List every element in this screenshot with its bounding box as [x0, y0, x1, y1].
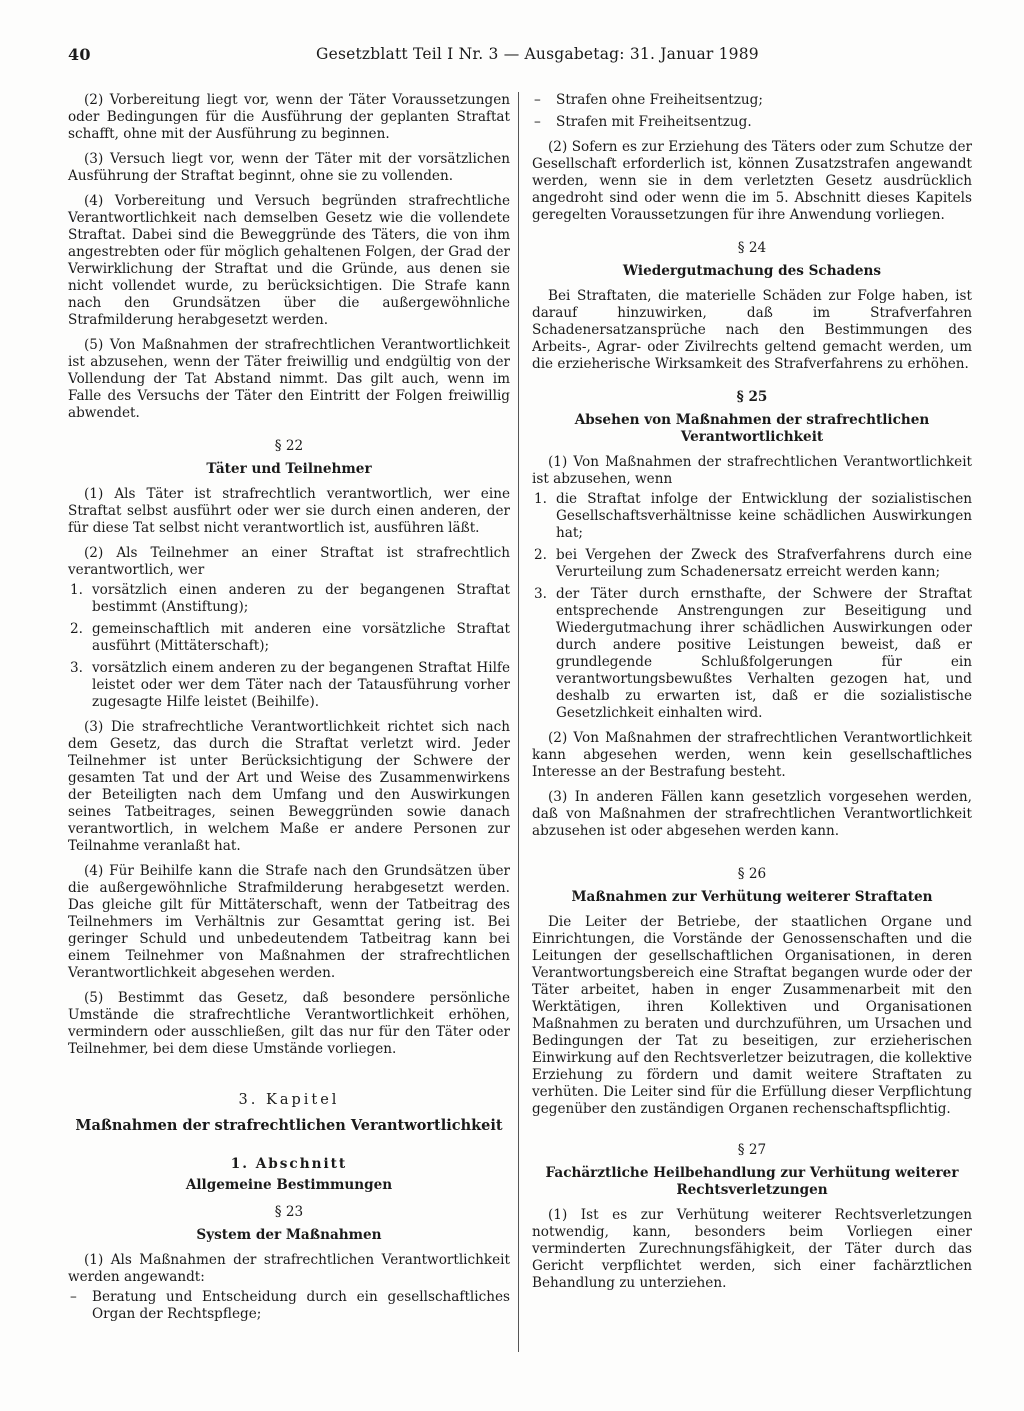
dash-list — [532, 92, 972, 131]
paragraph: (1) Ist es zur Verhütung weiterer Rechtsverletzungen notwendig, kann, besonders beim Vorliegen einer verminderten Zurechnungsfähigkeit, der Täter durch das Gericht verpflichtet werden, sich einer fachärztlichen Behandlung zu unterziehen. — [532, 1207, 972, 1291]
list-item-text: Strafen mit Freiheitsentzug. — [556, 114, 752, 130]
paragraph: (2) Als Teilnehmer an einer Straftat ist strafrechtlich verantwortlich, wer — [68, 545, 510, 578]
list-marker: 2. — [534, 547, 547, 563]
list-item — [532, 491, 972, 542]
paragraph: (1) Als Maßnahmen der strafrechtlichen Verantwortlichkeit werden angewandt: — [68, 1252, 510, 1285]
chapter-title: Maßnahmen der strafrechtlichen Verantwortlichkeit — [75, 1117, 503, 1134]
list-marker: 1. — [534, 491, 547, 507]
list-item-text: bei Vergehen der Zweck des Strafverfahrens durch eine Verurteilung zum Schadenersatz erreicht werden kann; — [556, 547, 972, 580]
section-title: Täter und Teilnehmer — [206, 461, 372, 477]
list-marker: 3. — [70, 660, 83, 676]
paragraph: (4) Vorbereitung und Versuch begründen strafrechtliche Verantwortlichkeit nach demselben Gesetz wie die vollendete Straftat. Dabei sind die Beweggründe des Täters, die von ihm angestrebten oder für möglich gehaltenen Folgen, der Grad der Verwirklichung der Straftat und die Gründe, aus denen sie nicht vollendet wurde, zu berücksichtigen. Die Strafe kann nach den Grundsätzen über die außergewöhnliche Strafmilderung herabgesetzt werden. — [68, 193, 510, 328]
list-marker: – — [70, 1289, 77, 1305]
paragraph: Die Leiter der Betriebe, der staatlichen Organe und Einrichtungen, die Vorstände der Genossenschaften und die Leitungen der gesellschaftlichen Organisationen, in deren Verantwortungsbereich eine Straftat begangen wurde oder der Täter arbeitet, haben in enger Zusammenarbeit mit den Werktätigen, ihren Kollektiven und Organisationen Maßnahmen zu beraten und durchzuführen, um Ursachen und Bedingungen der Tat zu beseitigen, zur erzieherischen Einwirkung auf den Rechtsverletzer beizutragen, die kollektive Erziehung zu fördern und damit weitere Straftaten zu verhüten. Die Leiter sind für die Erfüllung dieser Verpflichtung gegenüber den zuständigen Organen rechenschaftspflichtig. — [532, 914, 972, 1117]
paragraph: (2) Vorbereitung liegt vor, wenn der Täter Voraussetzungen oder Bedingungen für die Ausführung der geplanten Straftat schafft, ohne mit der Ausführung zu beginnen. — [68, 92, 510, 142]
page-number: 40 — [68, 45, 91, 64]
right-column — [532, 92, 972, 1300]
paragraph: (2) Von Maßnahmen der strafrechtlichen Verantwortlichkeit kann abgesehen werden, wenn kein gesellschaftliches Interesse an der Bestrafung besteht. — [532, 730, 972, 780]
list-item-text: vorsätzlich einen anderen zu der begangenen Straftat bestimmt (Anstiftung); — [92, 582, 510, 615]
list-item — [68, 621, 510, 655]
list-item — [68, 582, 510, 616]
list-item — [532, 114, 972, 131]
list-item — [68, 1289, 510, 1323]
section-title: Wiedergutmachung des Schadens — [622, 263, 882, 279]
section-title: Fachärztliche Heilbehandlung zur Verhütung weiterer Rechtsverletzungen — [545, 1165, 959, 1198]
section-title: Absehen von Maßnahmen der strafrechtlichen Verantwortlichkeit — [574, 412, 930, 445]
section-title: Maßnahmen zur Verhütung weiterer Straftaten — [571, 889, 933, 905]
paragraph: Bei Straftaten, die materielle Schäden zur Folge haben, ist darauf hinzuwirken, daß im Strafverfahren Schadenersatzansprüche nach den Bestimmungen des Arbeits-, Agrar- oder Zivilrechts geltend gemacht werden, um die erzieherische Wirksamkeit des Strafverfahrens zu erhöhen. — [532, 288, 972, 372]
paragraph: (1) Als Täter ist strafrechtlich verantwortlich, wer eine Straftat selbst ausführt oder wer sie durch einen anderen, der für diese Tat selbst nicht verantwortlich ist, ausführen läßt. — [68, 486, 510, 536]
paragraph: (1) Von Maßnahmen der strafrechtlichen Verantwortlichkeit ist abzusehen, wenn — [532, 454, 972, 487]
list-item — [532, 547, 972, 581]
list-item-text: Beratung und Entscheidung durch ein gesellschaftliches Organ der Rechtspflege; — [92, 1289, 510, 1322]
list-item — [68, 660, 510, 711]
dash-list — [68, 1289, 510, 1323]
subsection-title: Allgemeine Bestimmungen — [185, 1177, 393, 1193]
paragraph: (5) Von Maßnahmen der strafrechtlichen Verantwortlichkeit ist abzusehen, wenn der Täter freiwillig und endgültig von der Vollendung der Tat Abstand nimmt. Das gilt auch, wenn im Falle des Versuchs der Täter den Eintritt der Folgen freiwillig abwendet. — [68, 337, 510, 421]
section-number: § 27 — [737, 1142, 767, 1158]
section-number: § 22 — [274, 438, 304, 454]
section-number: § 26 — [737, 866, 767, 882]
list-item — [532, 586, 972, 722]
section-number: § 25 — [736, 389, 768, 405]
paragraph: (3) Versuch liegt vor, wenn der Täter mit der vorsätzlichen Ausführung der Straftat beginnt, ohne sie zu vollenden. — [68, 151, 510, 184]
paragraph: (3) Die strafrechtliche Verantwortlichkeit richtet sich nach dem Gesetz, das durch die Straftat verletzt wird. Jeder Teilnehmer ist unter Berücksichtigung der Schwere der gesamten Tat und der Art und Weise des Zusammenwirkens der Beteiligten nach dem Umfang und den Auswirkungen seines Tatbeitrages, seinen Beweggründen sowie danach verantwortlich, in welchem Maße er andere Personen zur Teilnahme veranlaßt hat. — [68, 719, 510, 854]
paragraph: (2) Sofern es zur Erziehung des Täters oder zum Schutze der Gesellschaft erforderlich ist, können Zusatzstrafen angewandt werden, wenn sie in dem verletzten Gesetz ausdrücklich angedroht sind oder wenn die im 5. Abschnitt dieses Kapitels geregelten Voraussetzungen für ihre Anwendung vorliegen. — [532, 139, 972, 223]
list-item-text: vorsätzlich einem anderen zu der begangenen Straftat Hilfe leistet oder wer dem Täter nach der Tatausführung vorher zugesagte Hilfe leistet (Beihilfe). — [92, 660, 510, 710]
numbered-list — [532, 491, 972, 722]
list-item — [532, 92, 972, 109]
list-item-text: Strafen ohne Freiheitsentzug; — [556, 92, 763, 108]
paragraph: (5) Bestimmt das Gesetz, daß besondere persönliche Umstände die strafrechtliche Verantwortlichkeit erhöhen, vermindern oder ausschließen, gilt das nur für den Täter oder Teilnehmer, bei dem diese Umstände vorliegen. — [68, 990, 510, 1057]
chapter-heading: 3. Kapitel — [238, 1092, 340, 1108]
list-marker: – — [534, 92, 541, 108]
section-title: System der Maßnahmen — [196, 1227, 382, 1243]
paragraph: (3) In anderen Fällen kann gesetzlich vorgesehen werden, daß von Maßnahmen der strafrechtlichen Verantwortlichkeit abzusehen ist oder abgesehen werden kann. — [532, 789, 972, 839]
gazette-title: Gesetzblatt Teil I Nr. 3 — Ausgabetag: 31. Januar 1989 — [316, 45, 759, 63]
list-marker: 1. — [70, 582, 83, 598]
list-item-text: gemeinschaftlich mit anderen eine vorsätzliche Straftat ausführt (Mittäterschaft); — [92, 621, 510, 654]
left-column — [68, 92, 510, 1331]
numbered-list — [68, 582, 510, 711]
list-marker: – — [534, 114, 541, 130]
column-divider — [518, 92, 519, 1352]
list-item-text: die Straftat infolge der Entwicklung der sozialistischen Gesellschaftsverhältnisse keine schädlichen Auswirkungen hat; — [556, 491, 972, 541]
paragraph: (4) Für Beihilfe kann die Strafe nach den Grundsätzen über die außergewöhnliche Strafmilderung herabgesetzt werden. Das gleiche gilt für Mittäterschaft, wenn der Tatbeitrag des Teilnehmers im Verhältnis zur Gesamttat gering ist. Bei geringer Schuld und unbedeutendem Tatbeitrag kann bei einem Teilnehmer von Maßnahmen der strafrechtlichen Verantwortlichkeit abgesehen werden. — [68, 863, 510, 981]
list-marker: 2. — [70, 621, 83, 637]
subsection-heading: 1. Abschnitt — [230, 1156, 348, 1172]
section-number: § 24 — [737, 240, 767, 256]
section-number: § 23 — [274, 1204, 304, 1220]
list-marker: 3. — [534, 586, 547, 602]
list-item-text: der Täter durch ernsthafte, der Schwere der Straftat entsprechende Anstrengungen zur Beseitigung und Wiedergutmachung ihrer schädlichen Auswirkungen oder durch andere positive Leistungen beweist, daß er grundlegende Schlußfolgerungen für ein verantwortungsbewußtes Verhalten gezogen hat, und deshalb zu erwarten ist, daß er die sozialistische Gesetzlichkeit einhalten wird. — [556, 586, 972, 721]
